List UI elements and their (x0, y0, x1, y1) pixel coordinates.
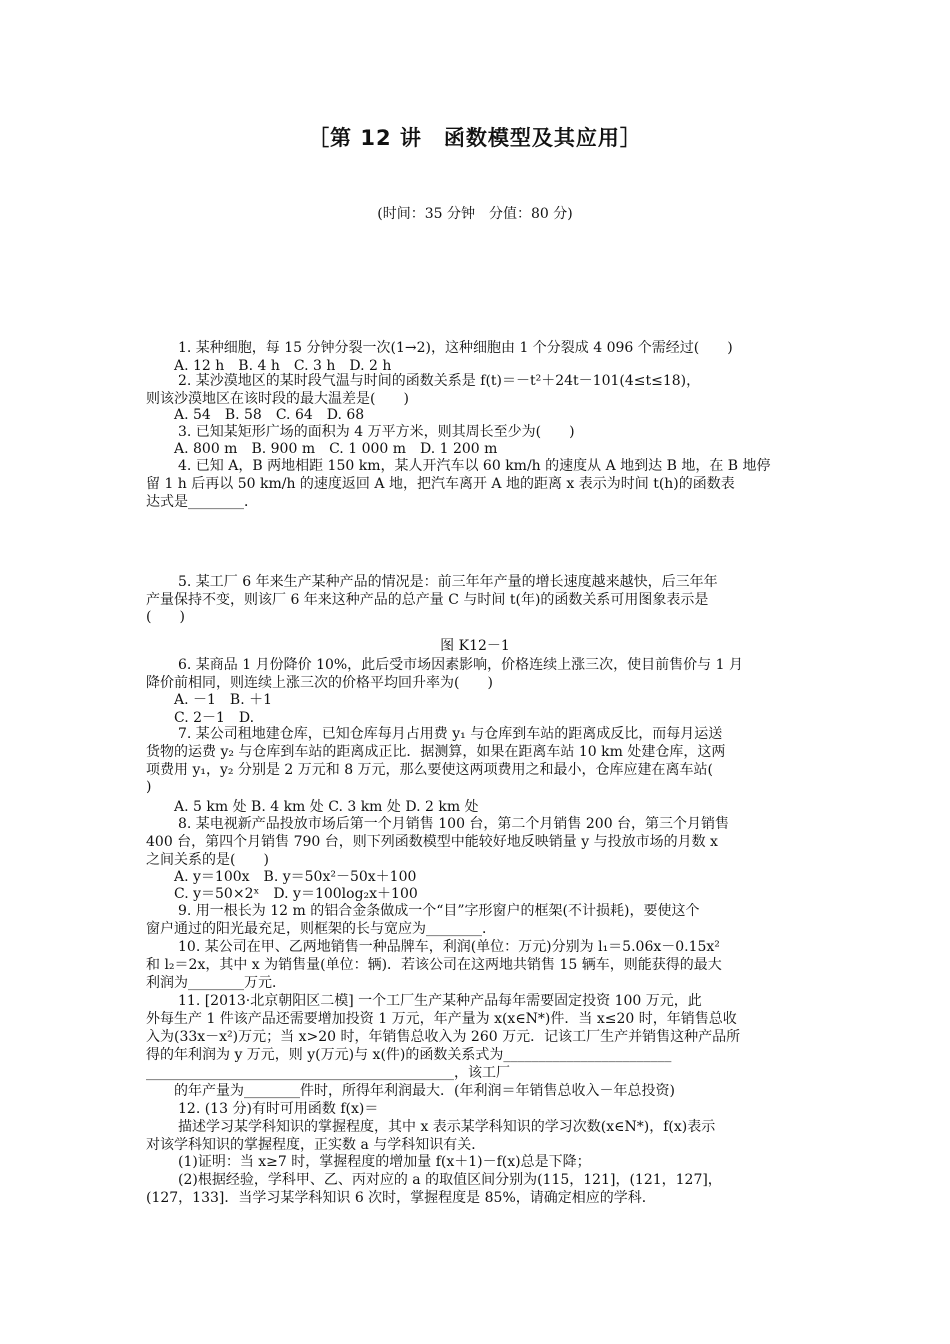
q10-stem-cont: 和 l₂＝2x，其中 x 为销售量(单位：辆)．若该公司在这两地共销售 15 辆车，则能获得的最大 (146, 957, 722, 973)
q7-stem-end: ) (146, 779, 152, 795)
q2-stem: 2. 某沙漠地区的某时段气温与时间的函数关系是 f(t)＝－t²＋24t－101(4≤t≤18)， (178, 373, 701, 389)
q12-stem: 12. (13 分)有时可用函数 f(x)＝ (178, 1101, 379, 1117)
q12-part2-cont: (127，133]．当学习某学科知识 6 次时，掌握程度是 85%，请确定相应的学科． (146, 1190, 656, 1206)
q2-options: A. 54 B. 58 C. 64 D. 68 (174, 407, 365, 423)
q11-stem-cont: 外每生产 1 件该产品还需要增加投资 1 万元，年产量为 x(x∈N*)件．当 x≤20 时，年销售总收 (146, 1011, 737, 1027)
q8-options-ab: A. y＝100x B. y＝50x²－50x＋100 (174, 869, 417, 885)
q9-stem-cont: 窗户通过的阳光最充足，则框架的长与宽应为________． (146, 921, 496, 937)
time-score-info: (时间：35 分钟 分值：80 分) (377, 206, 573, 222)
q12-stem-cont: 描述学习某学科知识的掌握程度，其中 x 表示某学科知识的学习次数(x∈N*)，f(x)表示 (178, 1119, 716, 1135)
q11-stem-cont3: 得的年利润为 y 万元，则 y(万元)与 x(件)的函数关系式为________________________ (146, 1047, 672, 1063)
q2-stem-cont: 则该沙漠地区在该时段的最大温差是( ) (146, 391, 409, 407)
q7-stem-cont2: 项费用 y₁，y₂ 分别是 2 万元和 8 万元，那么要使这两项费用之和最小，仓库应建在离车站( (146, 762, 714, 778)
q5-stem: 5. 某工厂 6 年来生产某种产品的情况是：前三年年产量的增长速度越来越快，后三年年 (178, 574, 718, 590)
q10-stem: 10. 某公司在甲、乙两地销售一种品牌车，利润(单位：万元)分别为 l₁＝5.06x－0.15x² (178, 939, 720, 955)
q11-stem-blank: ____________________________________________，该工厂 (146, 1065, 510, 1081)
q6-options-ab: A. －1 B. ＋1 (174, 692, 273, 708)
q4-stem-end: 达式是________． (146, 494, 258, 510)
q3-stem: 3. 已知某矩形广场的面积为 4 万平方米，则其周长至少为( ) (178, 424, 575, 440)
q1-options: A. 12 h B. 4 h C. 3 h D. 2 h (174, 358, 392, 374)
q7-stem: 7. 某公司租地建仓库，已知仓库每月占用费 y₁ 与仓库到车站的距离成反比，而每月运送 (178, 726, 723, 742)
q11-stem: 11. [2013·北京朝阳区二模] 一个工厂生产某种产品每年需要固定投资 100 万元，此 (178, 993, 702, 1009)
q5-stem-end: ( ) (146, 609, 185, 625)
q8-stem: 8. 某电视新产品投放市场后第一个月销售 100 台，第二个月销售 200 台，第三个月销售 (178, 816, 730, 832)
q11-stem-end: 的年产量为________件时，所得年利润最大．(年利润＝年销售总收入－年总投资) (174, 1083, 675, 1099)
q7-options: A. 5 km 处 B. 4 km 处 C. 3 km 处 D. 2 km 处 (174, 799, 479, 815)
q8-options-cd: C. y＝50×2ˣ D. y＝100log₂x＋100 (174, 886, 418, 902)
q8-stem-end: 之间关系的是( ) (146, 852, 269, 868)
q4-stem: 4. 已知 A，B 两地相距 150 km，某人开汽车以 60 km/h 的速度从 A 地到达 B 地，在 B 地停 (178, 458, 771, 474)
q8-stem-cont: 400 台，第四个月销售 790 台，则下列函数模型中能较好地反映销量 y 与投放市场的月数 x (146, 834, 718, 850)
q12-stem-cont2: 对该学科知识的掌握程度，正实数 a 与学科知识有关． (146, 1137, 486, 1153)
q6-options-cd: C. 2－1 D. (174, 710, 255, 726)
q11-stem-cont2: 入为(33x－x²)万元；当 x>20 时，年销售总收入为 260 万元．记该工厂生产并销售这种产品所 (146, 1029, 741, 1045)
q12-part2: (2)根据经验，学科甲、乙、丙对应的 a 的取值区间分别为(115，121]，(121，127]， (178, 1172, 722, 1188)
q10-stem-end: 利润为________万元． (146, 975, 286, 991)
q3-options: A. 800 m B. 900 m C. 1 000 m D. 1 200 m (174, 441, 498, 457)
q1-stem: 1. 某种细胞，每 15 分钟分裂一次(1→2)，这种细胞由 1 个分裂成 4 096 个需经过( ) (178, 340, 733, 356)
q12-part1: (1)证明：当 x≥7 时，掌握程度的增加量 f(x＋1)－f(x)总是下降； (178, 1154, 591, 1170)
q4-stem-cont: 留 1 h 后再以 50 km/h 的速度返回 A 地，把汽车离开 A 地的距离 x 表示为时间 t(h)的函数表 (146, 476, 735, 492)
q6-stem: 6. 某商品 1 月份降价 10%，此后受市场因素影响，价格连续上涨三次，使目前售价与 1 月 (178, 657, 743, 673)
page-title: ［第 12 讲 函数模型及其应用］ (308, 126, 642, 150)
q5-stem-cont: 产量保持不变，则该厂 6 年来这种产品的总产量 C 与时间 t(年)的函数关系可用图象表示是 (146, 592, 709, 608)
q6-stem-cont: 降价前相同，则连续上涨三次的价格平均回升率为( ) (146, 675, 493, 691)
figure-caption: 图 K12－1 (440, 638, 510, 654)
q9-stem: 9. 用一根长为 12 m 的铝合金条做成一个“目”字形窗户的框架(不计损耗)，要使这个 (178, 903, 700, 919)
q7-stem-cont: 货物的运费 y₂ 与仓库到车站的距离成正比．据测算，如果在距离车站 10 km 处建仓库，这两 (146, 744, 726, 760)
